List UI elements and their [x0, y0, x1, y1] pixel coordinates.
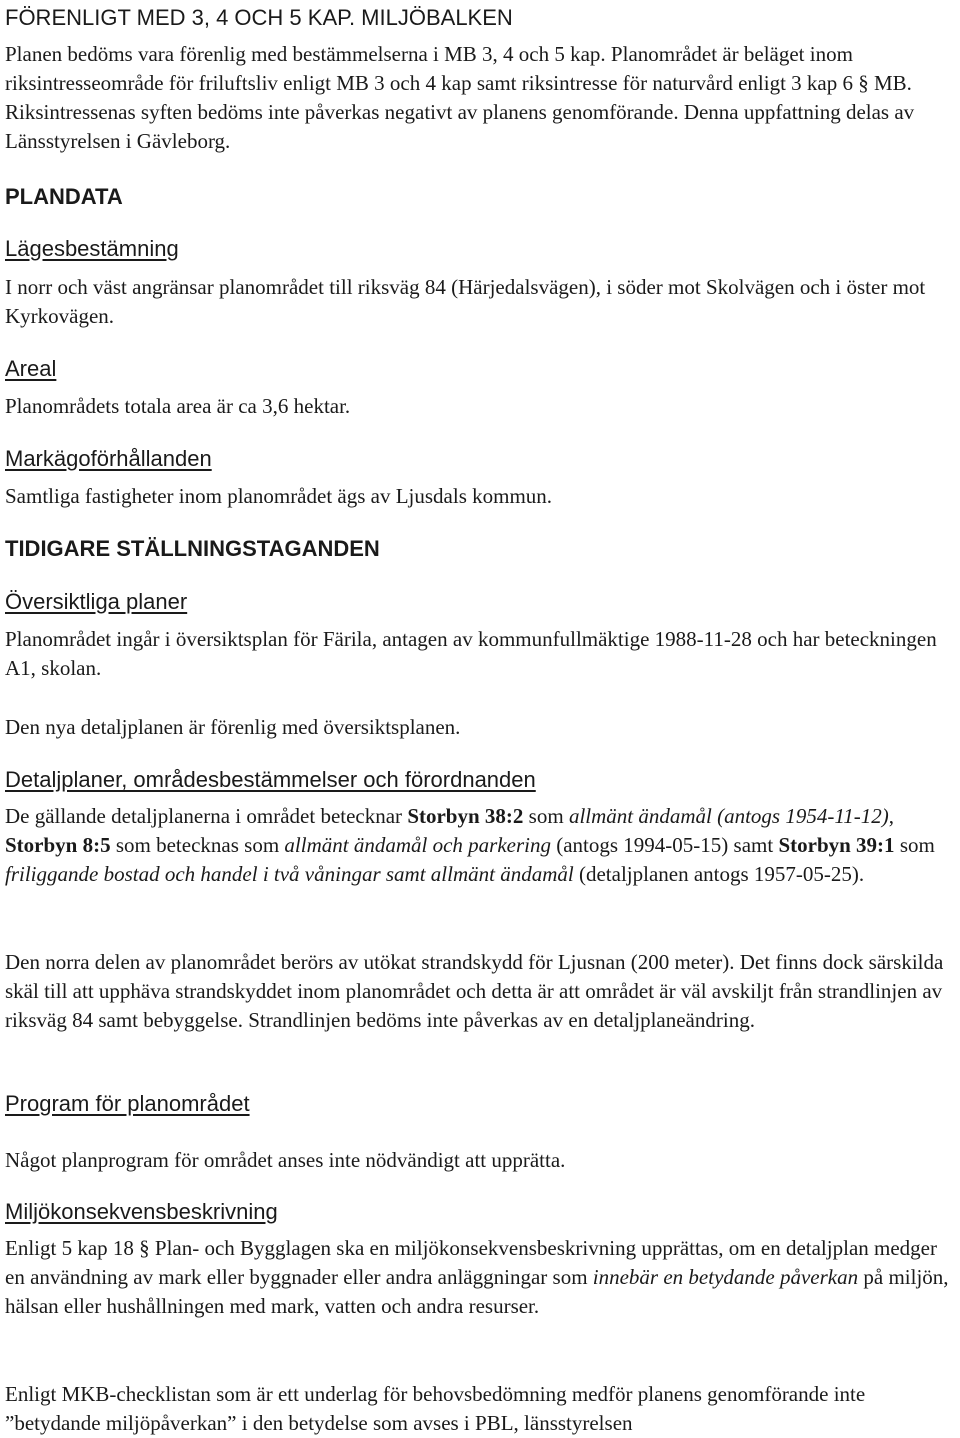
heading-markagoforhallanden: Markägoförhållanden — [5, 446, 212, 471]
property-storbyn-39-1: Storbyn 39:1 — [778, 833, 895, 857]
property-storbyn-8-5: Storbyn 8:5 — [5, 833, 111, 857]
paragraph-miljokonsekvensbeskrivning: Enligt 5 kap 18 § Plan- och Bygglagen ska en miljökonsekvensbeskrivning upprättas, om en detaljplan medger en användning av mark eller byggnader eller andra anläggningar som innebär en betydande påverkan på miljön, hälsan eller hushållningen med mark, vatten och andra resurser. — [5, 1236, 949, 1318]
heading-plandata: PLANDATA — [5, 184, 123, 209]
paragraph-strandskydd: Den norra delen av planområdet berörs av utökat strandskydd för Ljusnan (200 meter). Det finns dock särskilda skäl till att upphäva strandskyddet inom planområdet och detta är att området är väl avskiljt från strandlinjen av riksväg 84 samt bebyggelse. Strandlinjen bedöms inte påverkas av en detaljplaneändring. — [5, 950, 944, 1032]
paragraph-areal: Planområdets totala area är ca 3,6 hektar. — [5, 394, 351, 418]
heading-lagesbestamning: Lägesbestämning — [5, 236, 179, 261]
heading-areal: Areal — [5, 356, 57, 381]
paragraph-lagesbestamning: I norr och väst angränsar planområdet till riksväg 84 (Härjedalsvägen), i söder mot Skolvägen och i öster mot Kyrkovägen. — [5, 275, 926, 328]
paragraph-program: Något planprogram för området anses inte nödvändigt att upprätta. — [5, 1148, 566, 1172]
heading-oversiktliga-planer: Översiktliga planer — [5, 589, 188, 614]
property-storbyn-38-2: Storbyn 38:2 — [407, 804, 524, 828]
paragraph-mkb-checklista: Enligt MKB-checklistan som är ett underlag för behovsbedömning medför planens genomförande inte ”betydande miljöpåverkan” i den betydelse som avses i PBL, länsstyrelsen — [5, 1382, 866, 1435]
heading-miljobalken: FÖRENLIGT MED 3, 4 OCH 5 KAP. MILJÖBALKEN — [5, 5, 513, 30]
paragraph-forenlig-oversiktsplan: Den nya detaljplanen är förenlig med översiktsplanen. — [5, 715, 461, 739]
heading-detaljplaner: Detaljplaner, områdesbestämmelser och förordnanden — [5, 767, 536, 792]
paragraph-miljobalken: Planen bedöms vara förenlig med bestämmelserna i MB 3, 4 och 5 kap. Planområdet är beläget inom riksintresseområde för friluftsliv enligt MB 3 och 4 kap samt riksintresse för naturvård enligt 3 kap 6 § MB. Riksintressenas syften bedöms inte påverkas negativt av planens genomförande. Denna uppfattning delas av Länsstyrelsen i Gävleborg. — [5, 42, 915, 153]
heading-program: Program för planområdet — [5, 1091, 250, 1116]
paragraph-markagoforhallanden: Samtliga fastigheter inom planområdet ägs av Ljusdals kommun. — [5, 484, 553, 508]
paragraph-oversiktliga-planer: Planområdet ingår i översiktsplan för Färila, antagen av kommunfullmäktige 1988-11-28 och har beteckningen A1, skolan. — [5, 627, 937, 680]
paragraph-detaljplaner: De gällande detaljplanerna i området betecknar Storbyn 38:2 som allmänt ändamål (antogs 1954-11-12), Storbyn 8:5 som betecknas som allmänt ändamål och parkering (antogs 1994-05-15) samt Storbyn 39:1 som friliggande bostad och handel i två våningar samt allmänt ändamål (detaljplanen antogs 1957-05-25). — [5, 804, 935, 886]
heading-tidigare: TIDIGARE STÄLLNINGSTAGANDEN — [5, 536, 380, 561]
heading-miljokonsekvensbeskrivning: Miljökonsekvensbeskrivning — [5, 1199, 278, 1224]
